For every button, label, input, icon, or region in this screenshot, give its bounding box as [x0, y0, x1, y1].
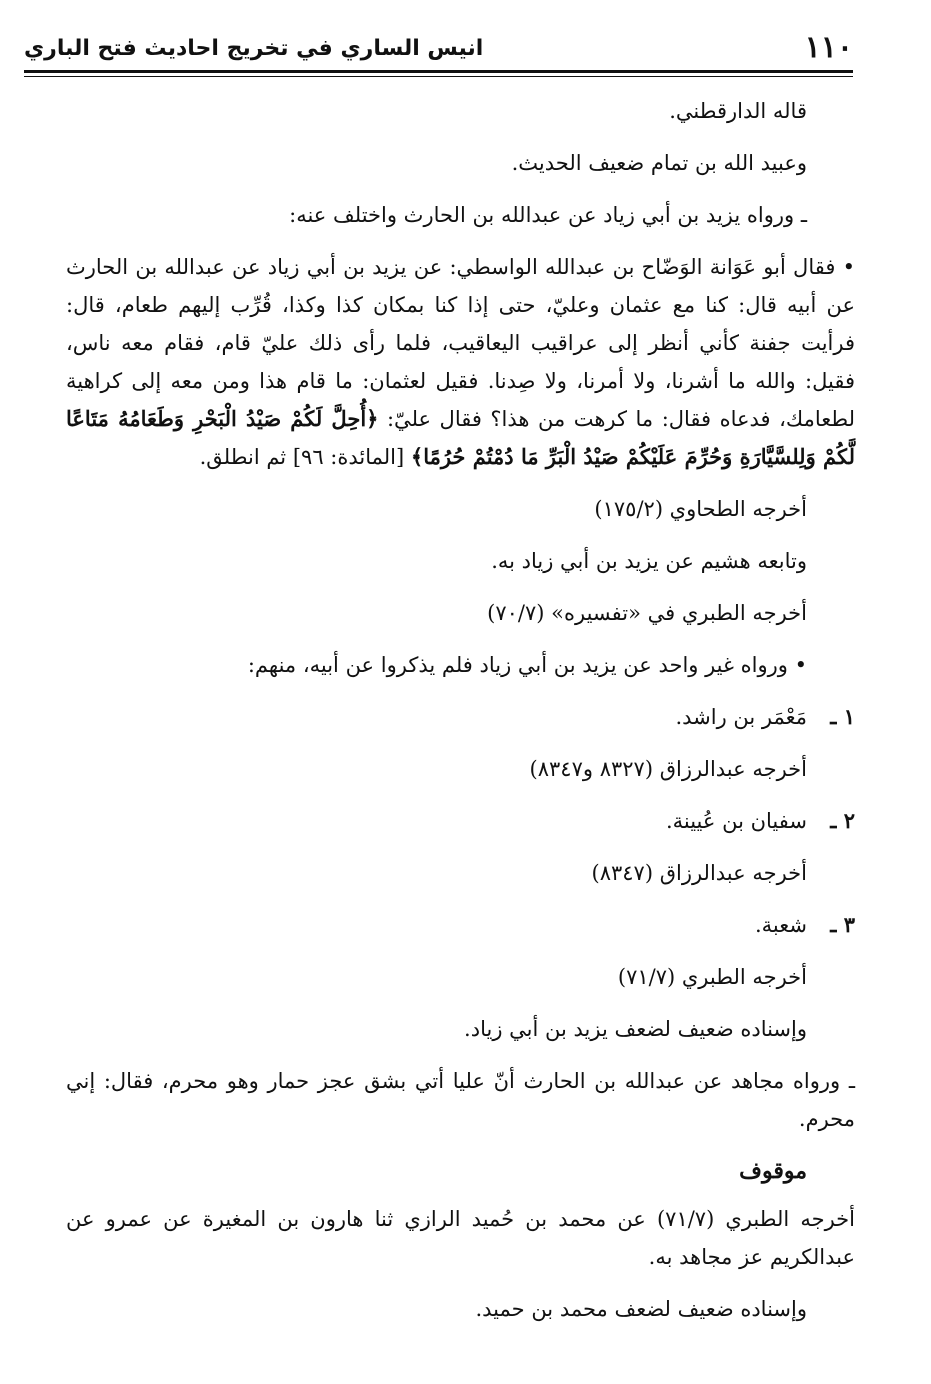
section-heading: موقوف	[739, 1158, 807, 1184]
narration-paragraph	[66, 248, 855, 476]
takhrij-line: أخرجه الطبري في «تفسيره» (٧٠/٧)	[487, 601, 807, 625]
takhrij-line: أخرجه الطبري (٧١/٧)	[617, 965, 807, 989]
item-number: ٣ ـ	[830, 912, 855, 937]
paragraph: وعبيد الله بن تمام ضعيف الحديث.	[511, 151, 807, 175]
item-number: ٢ ـ	[830, 808, 855, 833]
quran-verse: ﴿أُحِلَّ لَكُمْ صَيْدُ الْبَحْرِ وَطَعَامُهُ مَتَاعًا لَّكُمْ وَلِلسَّيَّارَةِ وَحُرِّمَ عَلَيْكُمْ صَيْدُ الْبَرِّ مَا دُمْتُمْ حُرُمًا﴾	[66, 406, 855, 469]
quran-reference: [المائدة: ٩٦]	[292, 445, 405, 469]
running-title: انيس الساري في تخريج احاديث فتح الباري	[24, 36, 484, 61]
takhrij-line: أخرجه الطبري (٧١/٧) عن محمد بن حُميد الرازي ثنا هارون بن المغيرة عن عمرو عن عبدالكريم عز مجاهد به.	[66, 1207, 855, 1269]
list-item	[66, 698, 855, 736]
header-rule-thin	[24, 76, 853, 77]
list-item	[66, 802, 855, 840]
paragraph: ـ ورواه مجاهد عن عبدالله بن الحارث أنّ عليا أتي بشق عجز حمار وهو محرم، فقال: إني محرم.	[66, 1069, 855, 1131]
takhrij-line: أخرجه عبدالرزاق (٨٣٢٧ و٨٣٤٧)	[529, 757, 807, 781]
paragraph: وتابعه هشيم عن يزيد بن أبي زياد به.	[491, 549, 807, 573]
paragraph: وإسناده ضعيف لضعف محمد بن حميد.	[475, 1297, 807, 1321]
item-name: سفيان بن عُيينة.	[665, 809, 807, 833]
page-number: ١١٠	[804, 30, 853, 65]
takhrij-line: أخرجه الطحاوي (١٧٥/٢)	[594, 497, 807, 521]
narration-end: ثم انطلق.	[199, 445, 287, 469]
page-body	[66, 92, 855, 1342]
paragraph: قاله الدارقطني.	[669, 99, 807, 123]
paragraph: ـ ورواه يزيد بن أبي زياد عن عبدالله بن الحارث واختلف عنه:	[289, 203, 807, 227]
narration-text: • فقال أبو عَوَانة الوَضّاح بن عبدالله الواسطي: عن يزيد بن أبي زياد عن عبدالله بن الحارث عن أبيه قال: كنا مع عثمان وعليّ، حتى إذا كنا بمكان كذا وكذا، قُرِّب إليهم طعام، قال: فرأيت جفنة كأني أنظر إلى عراقيب اليعاقيب، فلما رأى ذلك عليّ قام، فقام معه ناس، فقيل: والله ما أشرنا، ولا أمرنا، ولا صِدنا. فقيل لعثمان: ما قام هذا ومن معه إلى كراهية لطعامك، فدعاه فقال: ما كرهت من هذا؟ فقال عليّ:	[66, 255, 855, 431]
page-header	[24, 30, 853, 70]
takhrij-line: أخرجه عبدالرزاق (٨٣٤٧)	[591, 861, 807, 885]
item-number: ١ ـ	[830, 704, 855, 729]
paragraph: وإسناده ضعيف لضعف يزيد بن أبي زياد.	[464, 1017, 807, 1041]
header-rule-thick	[24, 70, 853, 73]
paragraph: • ورواه غير واحد عن يزيد بن أبي زياد فلم يذكروا عن أبيه، منهم:	[247, 653, 807, 677]
item-name: مَعْمَر بن راشد.	[675, 705, 807, 729]
list-item	[66, 906, 855, 944]
item-name: شعبة.	[755, 913, 807, 937]
